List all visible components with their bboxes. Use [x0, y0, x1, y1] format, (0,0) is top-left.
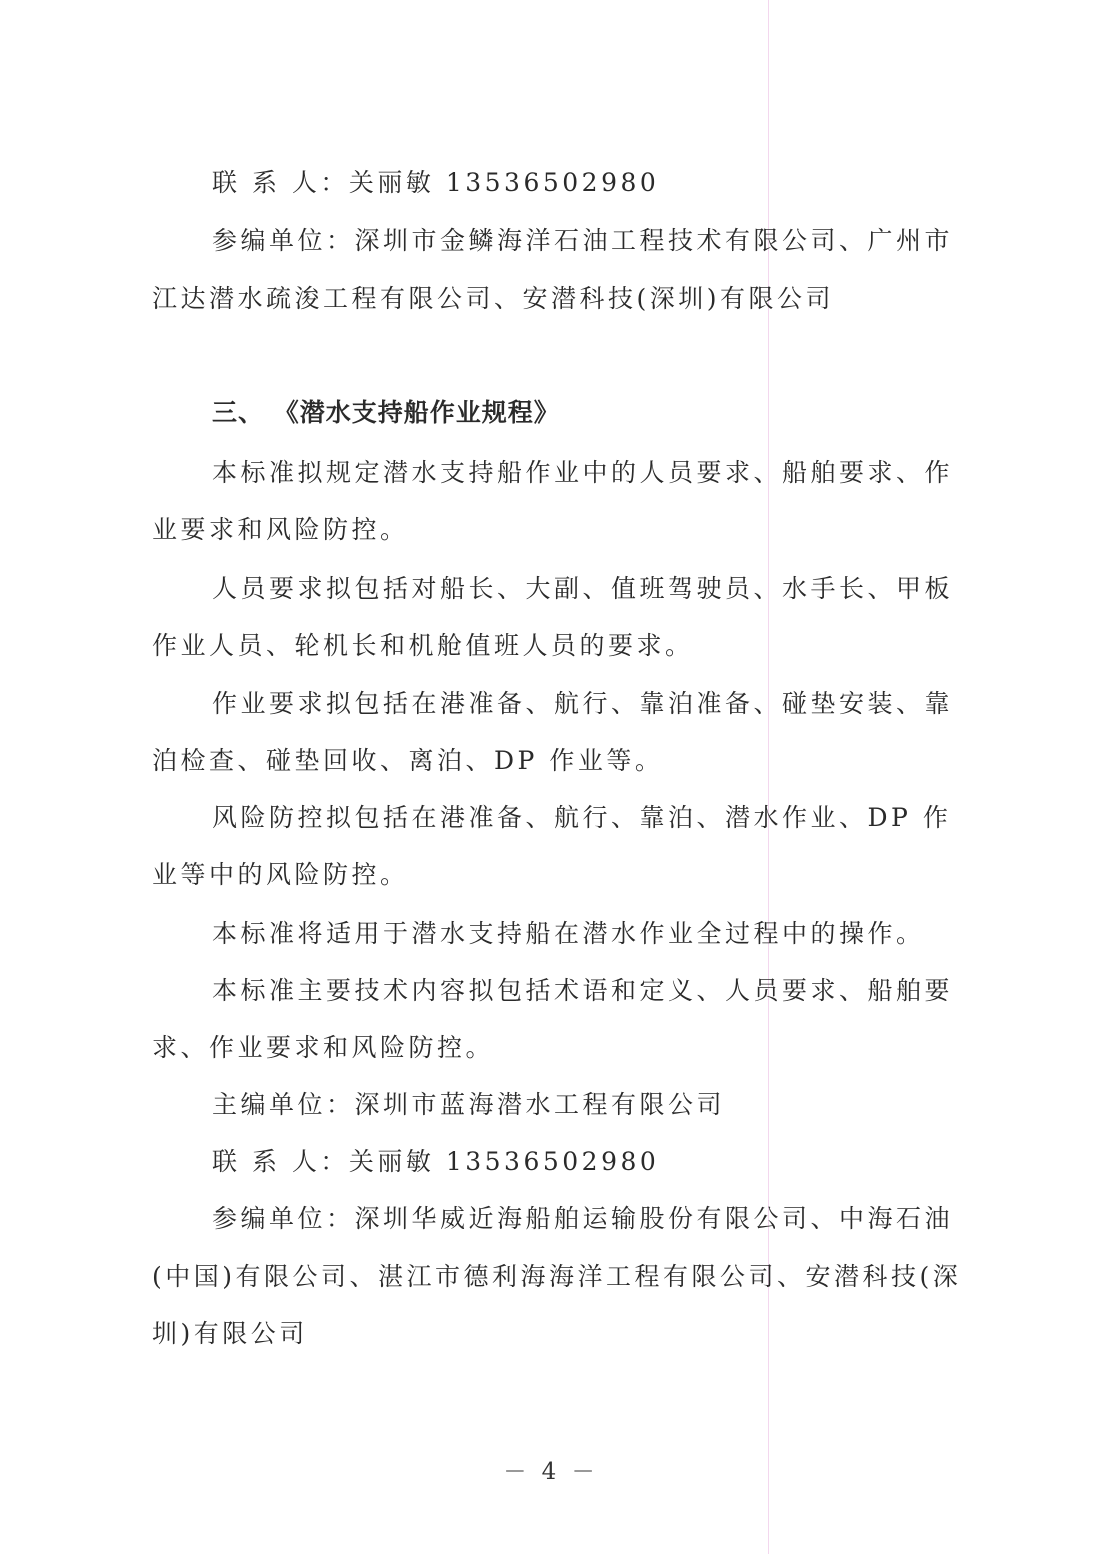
- personnel-requirements-line-2: 作业人员、轮机长和机舱值班人员的要求。: [152, 631, 694, 660]
- operation-requirements-line-2: 泊检查、碰垫回收、离泊、DP 作业等。: [152, 746, 664, 775]
- participants-line-section-three-2: (中国)有限公司、湛江市德利海海洋工程有限公司、安潜科技(深: [152, 1262, 962, 1291]
- technical-content-line-1: 本标准主要技术内容拟包括术语和定义、人员要求、船舶要: [212, 976, 954, 1005]
- operation-requirements-line-1: 作业要求拟包括在港准备、航行、靠泊准备、碰垫安装、靠: [212, 689, 954, 718]
- risk-control-line-2: 业等中的风险防控。: [152, 860, 409, 889]
- personnel-requirements-line-1: 人员要求拟包括对船长、大副、值班驾驶员、水手长、甲板: [212, 574, 954, 603]
- section-three-intro-line-2: 业要求和风险防控。: [152, 515, 409, 544]
- section-three-intro-line-1: 本标准拟规定潜水支持船作业中的人员要求、船舶要求、作: [212, 458, 954, 487]
- section-three-heading: 三、 《潜水支持船作业规程》: [212, 398, 560, 427]
- page-number: － 4 －: [503, 1459, 599, 1485]
- contact-line-section-two: 联 系 人：关丽敏 13536502980: [212, 168, 660, 197]
- technical-content-line-2: 求、作业要求和风险防控。: [152, 1033, 495, 1062]
- contact-line-section-three: 联 系 人：关丽敏 13536502980: [212, 1147, 660, 1176]
- participants-line-section-three-1: 参编单位：深圳华威近海船舶运输股份有限公司、中海石油: [212, 1204, 954, 1233]
- chief-editor-line: 主编单位：深圳市蓝海潜水工程有限公司: [212, 1090, 726, 1119]
- scope-statement: 本标准将适用于潜水支持船在潜水作业全过程中的操作。: [212, 919, 925, 948]
- participants-line-section-three-3: 圳)有限公司: [152, 1319, 308, 1348]
- risk-control-line-1: 风险防控拟包括在港准备、航行、靠泊、潜水作业、DP 作: [212, 803, 952, 832]
- participants-line-section-two-2: 江达潜水疏浚工程有限公司、安潜科技(深圳)有限公司: [152, 284, 835, 313]
- participants-line-section-two-1: 参编单位：深圳市金鳞海洋石油工程技术有限公司、广州市: [212, 226, 954, 255]
